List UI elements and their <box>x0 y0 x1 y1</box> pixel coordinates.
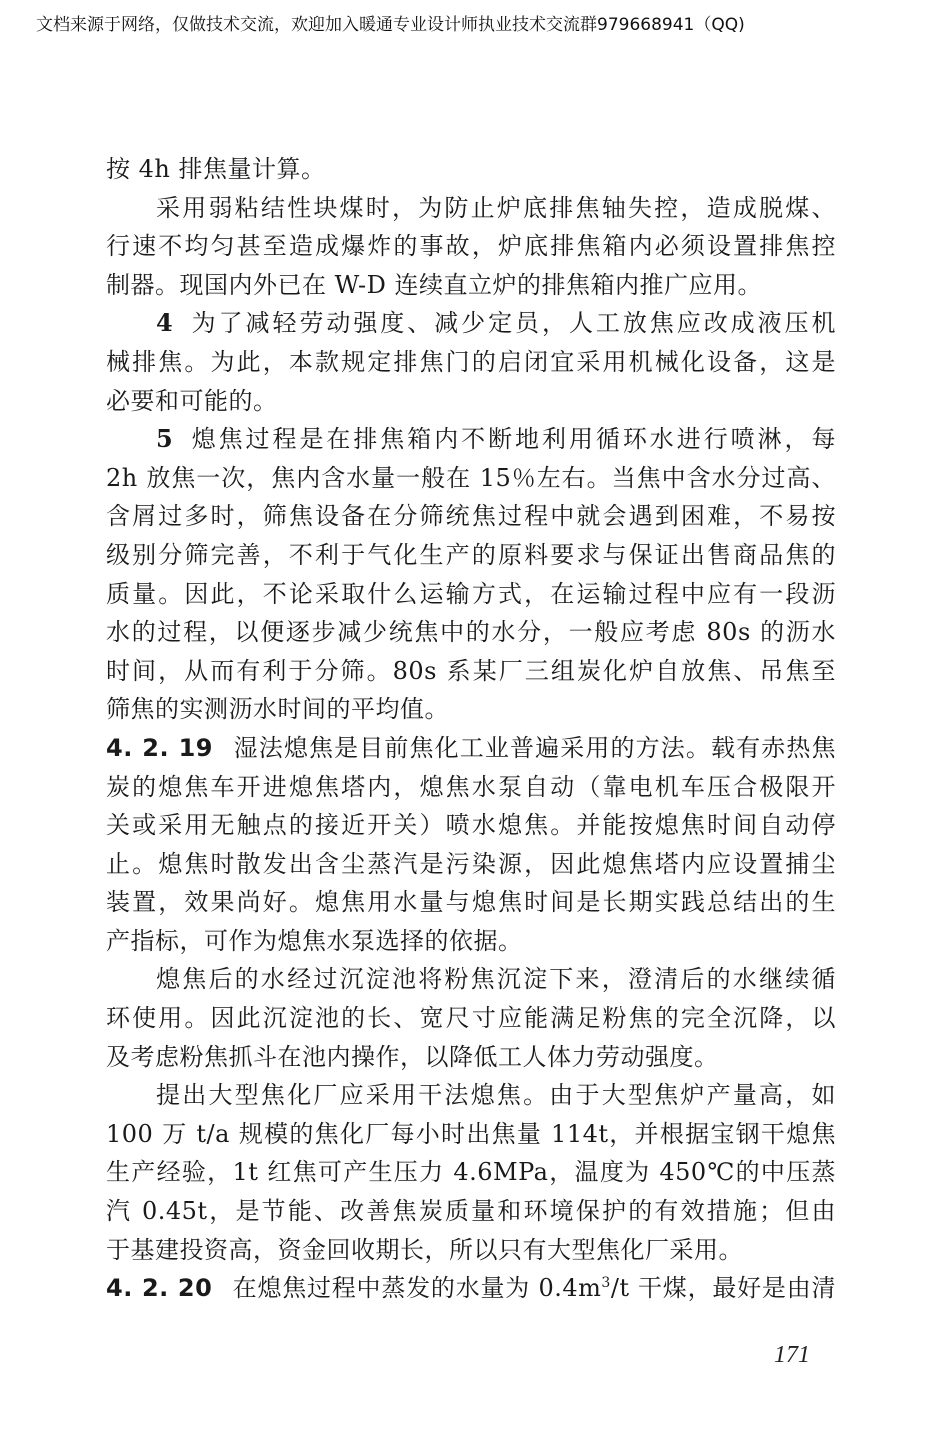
text-line: 生产经验，1t 红焦可产生压力 4.6MPa，温度为 450℃的中压蒸 <box>106 1158 836 1187</box>
text-line: 含屑过多时，筛焦设备在分筛统焦过程中就会遇到困难，不易按 <box>106 502 836 531</box>
text-line: 水的过程，以便逐步减少统焦中的水分，一般应考虑 80s 的沥水 <box>106 618 836 647</box>
text-span: /t 干煤，最好是由清 <box>610 1274 837 1303</box>
text-line: 质量。因此，不论采取什么运输方式，在运输过程中应有一段沥 <box>106 579 836 608</box>
text-line: 2h 放焦一次，焦内含水量一般在 15％左右。当焦中含水分过高、 <box>106 463 836 492</box>
item-number: 5 <box>156 424 174 454</box>
text-line: 筛焦的实测沥水时间的平均值。 <box>106 695 449 724</box>
text-span: 为了减轻劳动强度、减少定员，人工放焦应改成液压机 <box>189 309 836 338</box>
text-line: 按 4h 排焦量计算。 <box>106 155 326 183</box>
section-number: 4. 2. 19 <box>106 733 213 762</box>
text-span: 在熄焦过程中蒸发的水量为 0.4m <box>232 1274 602 1303</box>
text-line: 械排焦。为此，本款规定排焦门的启闭宜采用机械化设备，这是 <box>106 347 836 376</box>
text-line <box>106 420 836 459</box>
text-span: 熄焦过程是在排焦箱内不断地利用循环水进行喷淋，每 <box>189 425 836 454</box>
page-number: 171 <box>774 1342 810 1368</box>
text-line: 提出大型焦化厂应采用干法熄焦。由于大型焦炉产量高，如 <box>156 1081 836 1110</box>
superscript: 3 <box>601 1275 611 1292</box>
text-line: 时间，从而有利于分筛。80s 系某厂三组炭化炉自放焦、吊焦至 <box>106 656 836 685</box>
text-line: 关或采用无触点的接近开关）喷水熄焦。并能按熄焦时间自动停 <box>106 811 836 840</box>
text-line <box>106 729 836 768</box>
text-line: 制器。现国内外已在 W-D 连续直立炉的排焦箱内推广应用。 <box>106 270 763 299</box>
text-line: 熄焦后的水经过沉淀池将粉焦沉淀下来，澄清后的水继续循 <box>156 965 836 994</box>
document-body <box>106 150 836 1308</box>
section-number: 4. 2. 20 <box>106 1274 213 1303</box>
text-line <box>106 1269 836 1308</box>
text-line: 及考虑粉焦抓斗在池内操作，以降低工人体力劳动强度。 <box>106 1042 719 1071</box>
text-line: 装置，效果尚好。熄焦用水量与熄焦时间是长期实践总结出的生 <box>106 888 836 917</box>
text-span: 湿法熄焦是目前焦化工业普遍采用的方法。载有赤热焦 <box>233 733 836 762</box>
text-line: 汽 0.45t，是节能、改善焦炭质量和环境保护的有效措施；但由 <box>106 1197 836 1226</box>
text-line: 行速不均匀甚至造成爆炸的事故，炉底排焦箱内必须设置排焦控 <box>106 232 836 261</box>
text-line <box>106 304 836 343</box>
text-line: 于基建投资高，资金回收期长，所以只有大型焦化厂采用。 <box>106 1235 743 1264</box>
text-line: 产指标，可作为熄焦水泵选择的依据。 <box>106 926 523 955</box>
text-line: 止。熄焦时散发出含尘蒸汽是污染源，因此熄焦塔内应设置捕尘 <box>106 849 836 878</box>
text-line: 必要和可能的。 <box>106 386 278 415</box>
text-line: 100 万 t/a 规模的焦化厂每小时出焦量 114t，并根据宝钢干熄焦 <box>106 1119 836 1148</box>
text-line: 采用弱粘结性块煤时，为防止炉底排焦轴失控，造成脱煤、 <box>156 193 836 222</box>
item-number: 4 <box>156 308 174 338</box>
text-line: 炭的熄焦车开进熄焦塔内，熄焦水泵自动（靠电机车压合极限开 <box>106 772 836 801</box>
text-line: 环使用。因此沉淀池的长、宽尺寸应能满足粉焦的完全沉降，以 <box>106 1004 836 1033</box>
source-header-note: 文档来源于网络，仅做技术交流，欢迎加入暖通专业设计师执业技术交流群979668941（QQ) <box>36 15 745 35</box>
text-line: 级别分筛完善，不利于气化生产的原料要求与保证出售商品焦的 <box>106 540 836 569</box>
